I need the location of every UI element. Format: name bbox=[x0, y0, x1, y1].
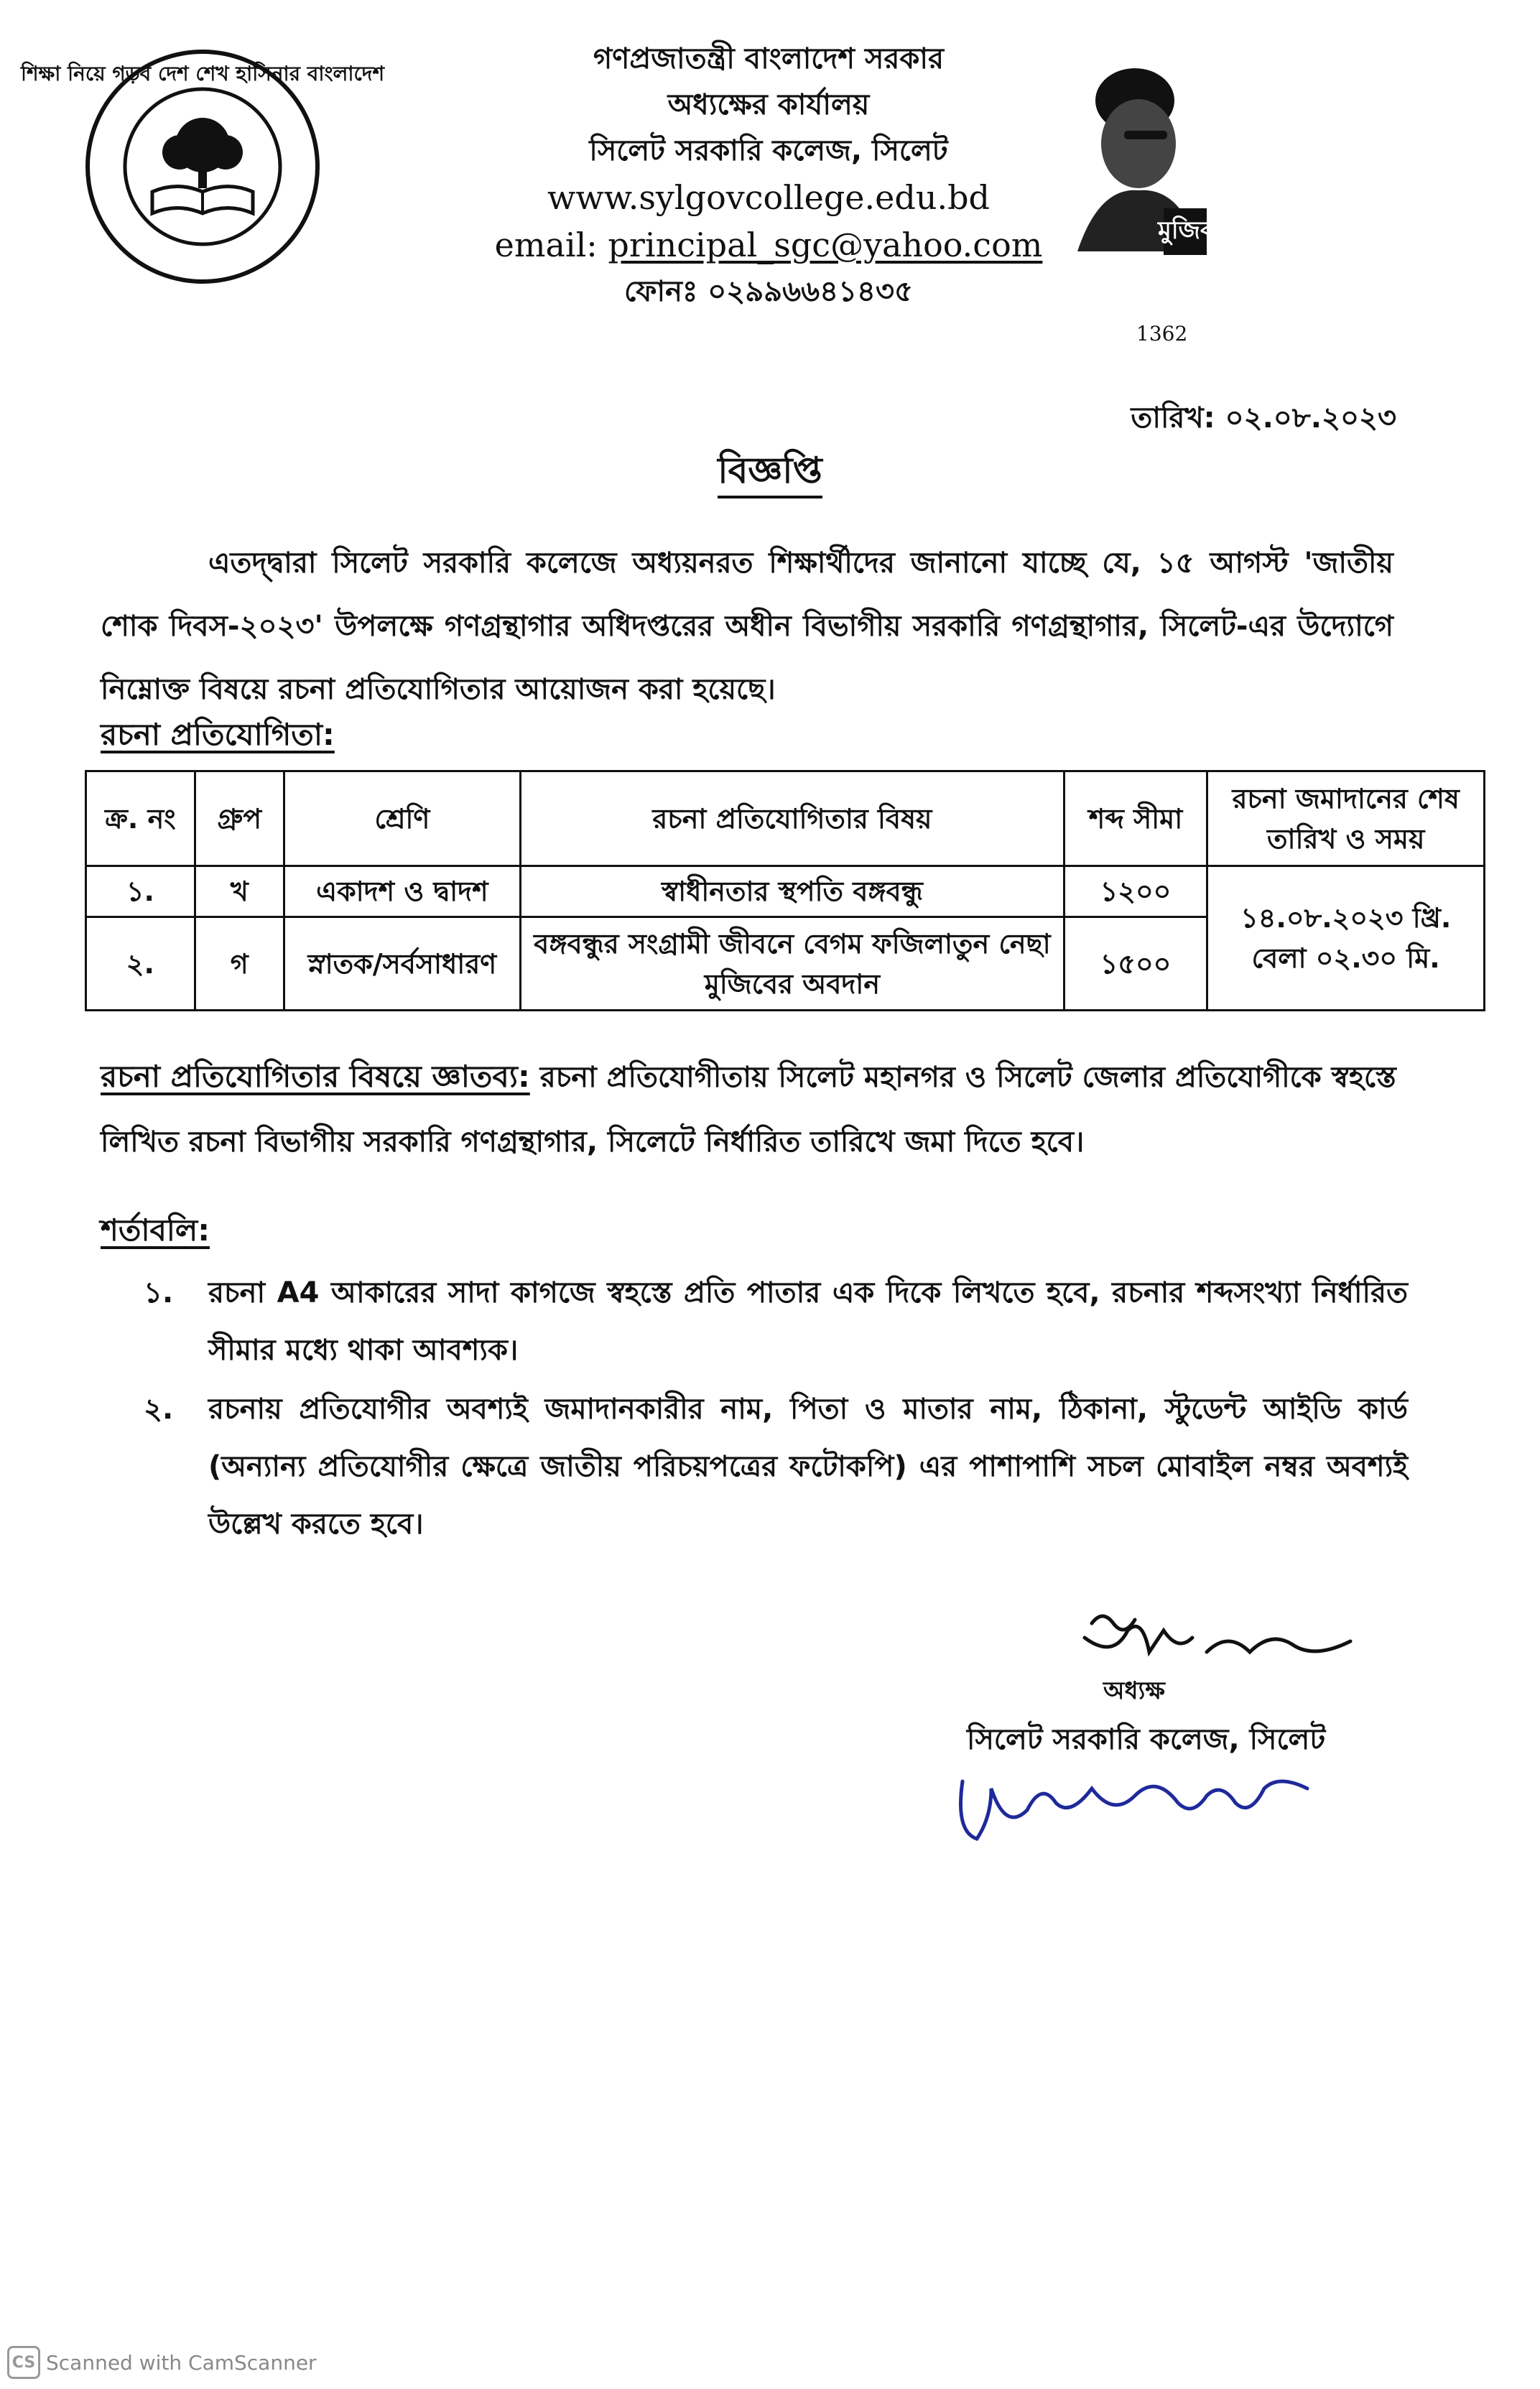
topic-cell: স্বাধীনতার স্থপতি বঙ্গবন্ধু bbox=[521, 866, 1064, 917]
table-header-cell: শ্রেণি bbox=[284, 771, 521, 866]
competition-table bbox=[85, 770, 1485, 1011]
signatory-institution: সিলেট সরকারি কলেজ, সিলেট bbox=[967, 1723, 1326, 1756]
table-header-cell: ক্র. নং bbox=[86, 771, 195, 866]
notice-title bbox=[0, 444, 1540, 504]
email-label: email: bbox=[494, 226, 608, 264]
email-link[interactable]: principal_sgc@yahoo.com bbox=[608, 226, 1043, 264]
camscanner-icon: CS bbox=[7, 2346, 40, 2379]
competition-heading-text: রচনা প্রতিযোগিতা: bbox=[101, 717, 335, 752]
logo-ring-text: শিক্ষা নিয়ে গড়ব দেশ শেখ হাসিনার বাংলাদেশ bbox=[20, 62, 385, 85]
competition-note bbox=[101, 1044, 1451, 1174]
competition-heading bbox=[101, 711, 335, 762]
term-number: ১. bbox=[144, 1276, 174, 1309]
serial-cell: ২. bbox=[86, 917, 195, 1011]
list-item bbox=[144, 1264, 1408, 1379]
word-limit-cell: ১২০০ bbox=[1064, 866, 1207, 917]
college-logo-icon bbox=[20, 45, 385, 289]
deadline-cell bbox=[1207, 866, 1485, 1011]
note-label: রচনা প্রতিযোগিতার বিষয়ে জ্ঞাতব্য: bbox=[101, 1059, 530, 1094]
group-cell: গ bbox=[195, 917, 284, 1011]
serial-cell: ১. bbox=[86, 866, 195, 917]
govt-name: গণপ্রজাতন্ত্রী বাংলাদেশ সরকার bbox=[593, 42, 944, 75]
class-cell: স্নাতক/সর্বসাধারণ bbox=[284, 917, 521, 1011]
class-cell: একাদশ ও দ্বাদশ bbox=[284, 866, 521, 917]
term-number: ২. bbox=[144, 1393, 174, 1426]
note-text: রচনা প্রতিযোগীতায় সিলেট মহানগর ও সিলেট জেলার প্রতিযোগীকে স্বহস্তে লিখিত রচনা বিভাগীয় সরকারি গণগ্রন্থাগার, সিলেটে নির্ধারিত তারিখে জমা দিতে হবে। bbox=[101, 1061, 1396, 1159]
word-limit-cell: ১৫০০ bbox=[1064, 917, 1207, 1011]
email-line bbox=[402, 221, 1135, 269]
terms-heading bbox=[101, 1207, 210, 1258]
terms-heading-text: শর্তাবলি: bbox=[101, 1212, 210, 1248]
topic-cell: বঙ্গবন্ধুর সংগ্রামী জীবনে বেগম ফজিলাতুন নেছা মুজিবের অবদান bbox=[521, 917, 1064, 1011]
reference-number: 1362 bbox=[1136, 322, 1188, 345]
term-text: রচনায় প্রতিযোগীর অবশ্যই জমাদানকারীর নাম, পিতা ও মাতার নাম, ঠিকানা, স্টুডেন্ট আইডি কার্ড (অন্যান্য প্রতিযোগীর ক্ষেত্রে জাতীয় পরিচয়পত্রের ফটোকপি) এর পাশাপাশি সচল মোবাইল নম্বর অবশ্যই উল্লেখ করতে হবে। bbox=[208, 1393, 1408, 1541]
notice-title-text: বিজ্ঞপ্তি bbox=[718, 450, 822, 498]
office-name: অধ্যক্ষের কার্যালয় bbox=[667, 88, 870, 121]
scanner-text: Scanned with CamScanner bbox=[46, 2350, 317, 2375]
notice-date: তারিখ: ০২.০৮.২০২৩ bbox=[1131, 402, 1396, 435]
scanner-watermark bbox=[7, 2346, 317, 2379]
intro-paragraph: এতদ্দ্বারা সিলেট সরকারি কলেজে অধ্যয়নরত শিক্ষার্থীদের জানানো যাচ্ছে যে, ১৫ আগস্ট 'জাতীয় শোক দিবস-২০২৩' উপলক্ষে গণগ্রন্থাগার অধিদপ্তরের অধীন বিভাগীয় সরকারি গণগ্রন্থাগার, সিলেট-এর উদ্যোগে নিম্নোক্ত বিষয়ে রচনা প্রতিযোগিতার আয়োজন করা হয়েছে। bbox=[101, 547, 1393, 706]
table-header-cell: শব্দ সীমা bbox=[1064, 771, 1207, 866]
table-row bbox=[86, 866, 1485, 917]
term-text: রচনা A4 আকারের সাদা কাগজে স্বহস্তে প্রতি পাতার এক দিকে লিখতে হবে, রচনার শব্দসংখ্যা নির্ধারিত সীমার মধ্যে থাকা আবশ্যক। bbox=[208, 1276, 1408, 1367]
table-header-cell: রচনা জমাদানের শেষ তারিখ ও সময় bbox=[1207, 771, 1485, 866]
mujib-100-text: মুজিব ১০০ bbox=[1157, 216, 1271, 245]
group-cell: খ bbox=[195, 866, 284, 917]
signatory-title: অধ্যক্ষ bbox=[1103, 1676, 1165, 1705]
table-header-row bbox=[86, 771, 1485, 866]
deadline-time: বেলা ০২.৩০ মি. bbox=[1251, 942, 1440, 974]
list-item bbox=[144, 1381, 1408, 1553]
table-header-cell: রচনা প্রতিযোগিতার বিষয় bbox=[521, 771, 1064, 866]
mujib-100-emblem-icon bbox=[1056, 50, 1271, 266]
table-header-cell: গ্রুপ bbox=[195, 771, 284, 866]
terms-list bbox=[144, 1264, 1408, 1554]
website-link[interactable]: www.sylgovcollege.edu.bd bbox=[547, 178, 990, 217]
deadline-date: ১৪.০৮.২০২৩ খ্রি. bbox=[1240, 902, 1452, 934]
letterhead bbox=[402, 36, 1135, 315]
phone-number: ফোনঃ ০২৯৯৬৬৪১৪৩৫ bbox=[624, 275, 913, 308]
college-name: সিলেট সরকারি কলেজ, সিলেট bbox=[589, 134, 948, 167]
